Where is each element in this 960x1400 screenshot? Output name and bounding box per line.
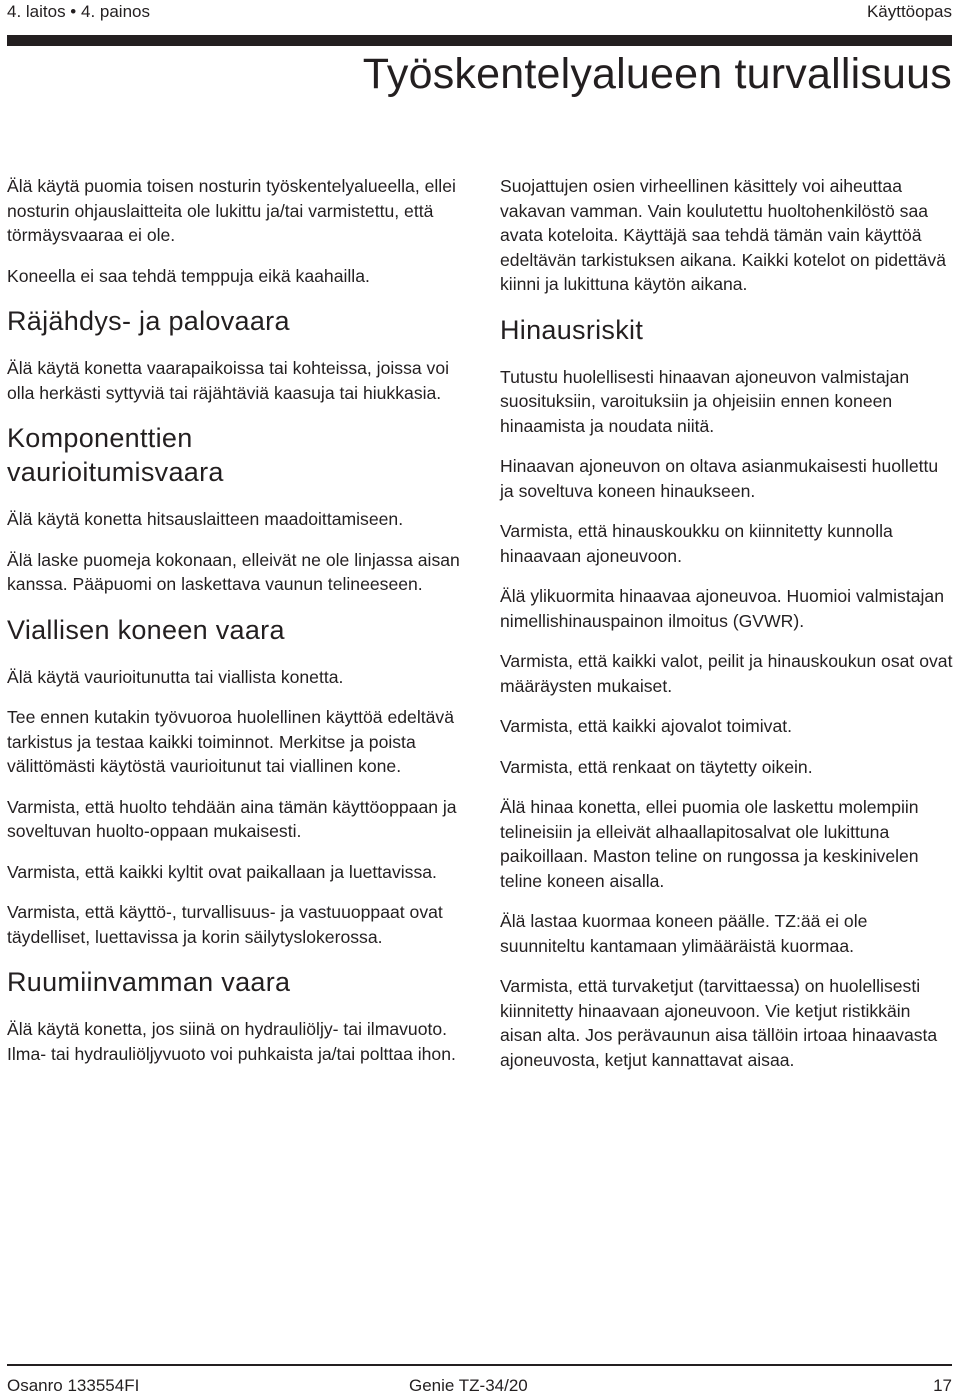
footer-rule <box>7 1364 952 1366</box>
paragraph: Varmista, että kaikki ajovalot toimivat. <box>500 716 793 736</box>
right-column <box>500 174 955 1088</box>
paragraph: Älä käytä vaurioitunutta tai viallista konetta. <box>7 666 344 687</box>
model-name: Genie TZ-34/20 <box>409 1376 528 1395</box>
paragraph: Varmista, että käyttö-, turvallisuus- ja vastuuoppaat ovat täydelliset, luettavissa ja korin säilytyslokerossa. <box>7 902 443 947</box>
section-heading-damaged-machine: Viallisen koneen vaara <box>7 614 285 645</box>
paragraph: Älä käytä puomia toisen nosturin työskentelyalueella, ellei nosturin ohjauslaitteita ole lukittu ja/tai varmistettu, että törmäysvaaraa ei ole. <box>7 176 456 245</box>
paragraph: Varmista, että turvaketjut (tarvittaessa) on huolellisesti kiinnitetty hinaavaan ajoneuvoon. Vie ketjut ristikkäin aisan alta. Jos perävaunun aisa tällöin irtoaa hinaavasta ajoneuvosta, ketjut kannattavat aisaa. <box>500 976 938 1070</box>
paragraph: Älä käytä konetta vaarapaikoissa tai kohteissa, joissa voi olla herkästi syttyviä tai räjähtäviä kaasuja tai hiukkasia. <box>7 358 450 403</box>
paragraph: Varmista, että kaikki kyltit ovat paikallaan ja luettavissa. <box>7 861 437 882</box>
page-number: 17 <box>933 1376 952 1395</box>
paragraph: Tee ennen kutakin työvuoroa huolellinen käyttöä edeltävä tarkistus ja testaa kaikki toiminnot. Merkitse ja poista välittömästi käytöstä vaurioitunut tai viallinen kone. <box>7 707 454 776</box>
paragraph: Älä lastaa kuormaa koneen päälle. TZ:ää ei ole suunniteltu kantamaan ylimääräistä kuormaa. <box>500 911 868 956</box>
page-title: Työskentelyalueen turvallisuus <box>362 50 952 98</box>
page-footer <box>7 1376 952 1400</box>
paragraph: Varmista, että huolto tehdään aina tämän käyttöoppaan ja soveltuvan huolto-oppaan mukaisesti. <box>7 796 457 841</box>
paragraph: Älä käytä konetta, jos siinä on hydrauliöljy- tai ilmavuoto. Ilma- tai hydrauliöljyvuoto voi puhkaista ja/tai polttaa ihon. <box>7 1019 456 1064</box>
paragraph: Varmista, että hinauskoukku on kiinnitetty kunnolla hinaavaan ajoneuvoon. <box>500 521 893 566</box>
paragraph: Tutustu huolellisesti hinaavan ajoneuvon valmistajan suosituksiin, varoituksiin ja ohjeisiin ennen koneen hinaamista ja noudata niitä. <box>500 366 910 436</box>
paragraph: Älä ylikuormita hinaavaa ajoneuvoa. Huomioi valmistajan nimellishinauspainon ilmoitus (GVWR). <box>500 586 944 631</box>
manual-name: Käyttöopas <box>866 2 952 21</box>
paragraph: Varmista, että kaikki valot, peilit ja hinauskoukun osat ovat määräysten mukaiset. <box>500 651 953 696</box>
paragraph: Älä hinaa konetta, ellei puomia ole laskettu molempiin telineisiin ja elleivät alhaallapitosalvat ole lukittuna paikoillaan. Maston teline on rungossa ja keskinivelen teline koneen aisalla. <box>500 797 919 891</box>
running-header <box>7 2 952 26</box>
paragraph: Älä käytä konetta hitsauslaitteen maadoittamiseen. <box>7 509 404 529</box>
section-heading-explosion: Räjähdys- ja palovaara <box>7 306 290 336</box>
paragraph: Hinaavan ajoneuvon on oltava asianmukaisesti huollettu ja soveltuva koneen hinaukseen. <box>500 456 939 501</box>
section-heading-component: Komponenttien vaurioitumisvaara <box>7 423 224 487</box>
paragraph: Koneella ei saa tehdä temppuja eikä kaahailla. <box>7 265 370 286</box>
section-heading-injury: Ruumiinvamman vaara <box>7 967 291 997</box>
part-number: Osanro 133554FI <box>7 1376 140 1395</box>
section-heading-towing: Hinausriskit <box>500 314 644 345</box>
edition-text: 4. laitos • 4. painos <box>7 2 150 21</box>
header-rule <box>7 35 952 46</box>
paragraph: Suojattujen osien virheellinen käsittely voi aiheuttaa vakavan vamman. Vain koulutettu huoltohenkilöstö saa avata koteloita. Käyttäjä saa tehdä tämän vain käyttöä edeltävän tarkistuksen aikana. Kaikki kotelot on pidettävä kiinni ja lukittuna käytön aikana. <box>500 176 946 294</box>
paragraph: Älä laske puomeja kokonaan, elleivät ne ole linjassa aisan kanssa. Pääpuomi on laskettava vaunun telineeseen. <box>7 549 460 594</box>
paragraph: Varmista, että renkaat on täytetty oikein. <box>500 756 813 777</box>
left-column <box>7 174 472 1082</box>
